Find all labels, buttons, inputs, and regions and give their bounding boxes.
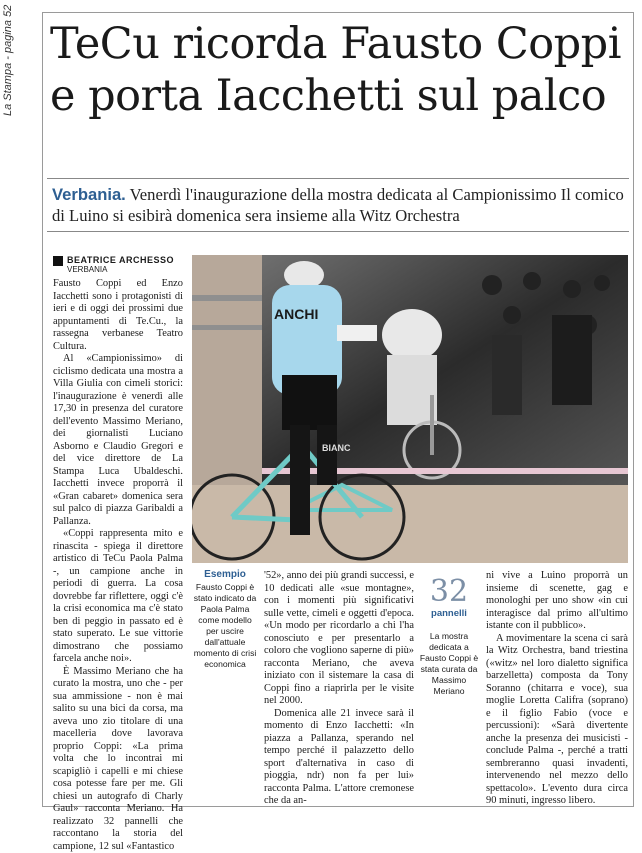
headline: TeCu ricorda Fausto Coppi e porta Iacchetti sul palco: [50, 18, 630, 122]
paragraph: Al «Campionissimo» di ciclismo dedicata una mostra a Villa Giulia con cimeli storici: l'inaugurazione è venerdì alle 17,30 in presenza del curatore dell'evento Massimo Meriano, dei giornalisti Luciano Asborno e Claudio Gregori e del vice direttore de La Stampa Luca Ubaldeschi. Iacchetti invece proporrà il «Gran cabaret» domenica sera sul palco di piazza Garibaldi a Pallanza.: [53, 353, 183, 528]
caption-text: Fausto Coppi è stato indicato da Paola Palma come modello per uscire dall'attuale momento di crisi economica: [192, 582, 258, 670]
article-column-2: [264, 570, 414, 808]
jersey-text: ANCHI: [274, 306, 318, 322]
byline-marker: [53, 256, 63, 266]
paragraph: Fausto Coppi ed Enzo Iacchetti sono i protagonisti di ieri e di oggi dei prossimi due appuntamenti di Te.Cu., la rassegna verbanese Teatro Cultura.: [53, 278, 183, 353]
subheadline: [52, 184, 632, 226]
paragraph: «Coppi rappresenta mito e rinascita - spiega il direttore artistico di TeCu Paola Palma -, un campione anche in periodi di guerra. La cosa dovrebbe far riflettere, oggi c'è la crisi economica ma c'è stato ben di peggio in passato ed è stato superato. Le sue vittorie dimostrano che possiamo farcela anche noi».: [53, 528, 183, 666]
deck-text: Venerdì l'inaugurazione della mostra dedicata al Campionissimo Il comico di Luino si esibirà domenica sera insieme alla Witz Orchestra: [52, 185, 624, 225]
paragraph: '52», anno dei più grandi successi, e 10 dedicati alle «sue montagne», con i momenti più significativi sulle vette, cimeli e oggetti d'epoca. «Un modo per ricordarlo a chi l'ha conosciuto e per presentarlo a coloro che vogliono saperne di più» racconta Meriano, che aveva iniziato con il sistemare la casa di Coppi fino a riaprirla per le visite nel 2000.: [264, 570, 414, 708]
paragraph: ni vive a Luino proporrà un insieme di scenette, gag e monologhi per uno show «in cui interagisce dal primo all'ultimo istante con il pubblico».: [486, 570, 628, 633]
article-column-1: [53, 278, 183, 853]
byline-city: VERBANIA: [67, 265, 107, 274]
fact-box: [418, 577, 480, 697]
divider: [47, 178, 629, 179]
page-source-label: La Stampa - pagina 52: [2, 6, 16, 146]
paragraph: È Massimo Meriano che ha curato la mostra, uno che - per sua ammissione - non è mai salito su una bici da corsa, ma aveva uno zio titolare di una macelleria dove lavorava proprio Coppi: «La prima volta che lo incontrai mi scapigliò i capelli e mi chiese cosa potesse fare per me. Gli chiesi un autografo di Charly Gaul» racconta Meriano. Ha realizzato 32 pannelli che raccontano la storia del campione, 12 sul «Fantastico: [53, 666, 183, 853]
paragraph: A movimentare la scena ci sarà la Witz Orchestra, band triestina («witz» nel loro dialetto significa barzelletta) composta da Tony Soranno (chitarra e voce), sua moglie Loretta Califra (soprano) e il figlio Fabio (voce e percussioni): «Sarà divertente anche la presenza dei musicisti - conclude Palma -, perché a tratti sembreranno quasi invadenti, intervenendo nel mezzo dello spettacolo». L'evento dura circa 90 minuti, ingresso libero.: [486, 633, 628, 808]
byline-author: BEATRICE ARCHESSO: [67, 255, 174, 265]
photo-illustration: [192, 255, 628, 563]
divider: [47, 231, 629, 232]
sock-text: BIANC: [322, 443, 351, 453]
photo-caption: [192, 569, 258, 670]
article-column-3: [486, 570, 628, 808]
fact-number: 32: [418, 577, 480, 607]
fact-unit: pannelli: [418, 608, 480, 619]
caption-tag: Esempio: [192, 569, 258, 580]
article-photo: [192, 255, 628, 563]
fact-text: La mostra dedicata a Fausto Coppi è stata curata da Massimo Meriano: [418, 631, 480, 697]
deck-place: Verbania.: [52, 185, 126, 204]
paragraph: Domenica alle 21 invece sarà il momento di Enzo Iacchetti: «In piazza a Pallanza, sperando nel tempo perché il palazzetto dello sport d'alternativa in caso di pioggia, ndr) non fa per lui» racconta Palma. L'attore cremonese che da an-: [264, 708, 414, 808]
